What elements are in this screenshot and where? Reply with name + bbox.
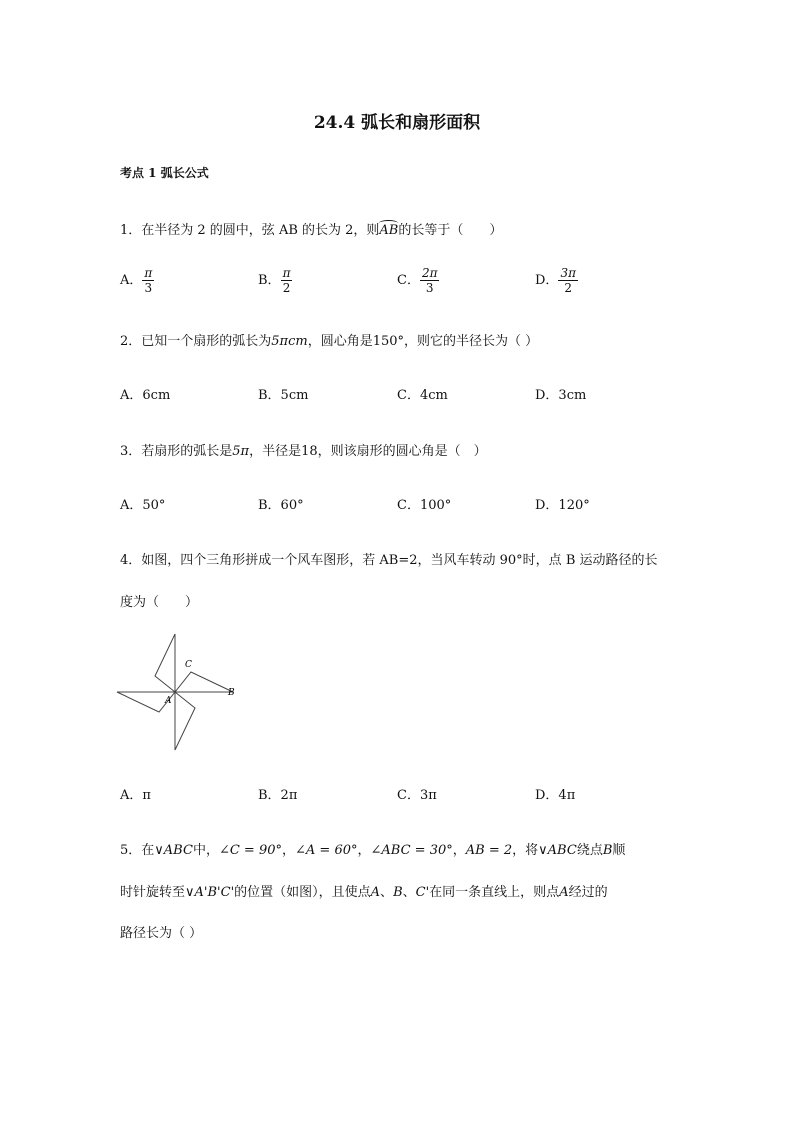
windmill-blade-down (175, 692, 195, 750)
windmill-blade-right (175, 672, 233, 692)
q4-option-d[interactable]: D．4π (535, 788, 576, 803)
question-2-stem: 2．已知一个扇形的弧长为5πcm，圆心角是150°，则它的半径长为（ ） (120, 334, 539, 349)
q1-stem-a: 1．在半径为 2 的圆中，弦 AB 的长为 2，则 (120, 223, 380, 238)
question-5-line-1: 5．在∨ABC中，∠C = 90°，∠A = 60°，∠ABC = 30°，AB = 2，将∨ABC绕点B顺 (120, 843, 626, 858)
q1-option-a[interactable]: A． $\frac{\pi}{3}$ (120, 266, 153, 295)
question-4-line-2: 度为（ ） (120, 595, 199, 610)
question-3-stem: 3．若扇形的弧长是5π，半径是18，则该扇形的圆心角是（ ） (120, 444, 487, 459)
point-label-a: A (165, 696, 172, 706)
q1-option-c[interactable]: C． $\frac{2\pi}{3}$ (397, 266, 438, 295)
fraction: $\frac{\pi}{2}$ (282, 266, 291, 295)
point-label-c: C (185, 660, 192, 670)
q4-option-a[interactable]: A．π (120, 788, 151, 803)
q3-option-b[interactable]: B．60° (258, 498, 304, 513)
windmill-figure (115, 632, 245, 754)
q3-option-a[interactable]: A．50° (120, 498, 166, 513)
fraction: $\frac{2\pi}{3}$ (421, 266, 438, 295)
q4-option-c[interactable]: C．3π (397, 788, 437, 803)
q1-option-d[interactable]: D． $\frac{3\pi}{2}$ (535, 266, 576, 295)
fraction: $\frac{\pi}{3}$ (144, 266, 153, 295)
q2-option-a[interactable]: A．6cm (120, 388, 171, 403)
q3-option-d[interactable]: D．120° (535, 498, 590, 513)
question-4-line-1: 4．如图，四个三角形拼成一个风车图形，若 AB=2，当风车转动 90°时，点 B 运动路径的长 (120, 553, 658, 568)
q1-arc-ab: AB (379, 223, 399, 238)
q2-option-d[interactable]: D．3cm (535, 388, 587, 403)
q1-stem-b: 的长等于（ ） (398, 223, 503, 238)
question-5-line-3: 路径长为（ ） (120, 926, 203, 941)
q2-option-b[interactable]: B．5cm (258, 388, 309, 403)
q2-arc-length: 5πcm (271, 334, 308, 349)
point-label-b: B (228, 688, 235, 698)
fraction: $\frac{3\pi}{2}$ (560, 266, 576, 295)
question-1-stem (120, 219, 502, 238)
q2-option-c[interactable]: C．4cm (397, 388, 448, 403)
q4-option-b[interactable]: B．2π (258, 788, 298, 803)
q1-option-b[interactable]: B． $\frac{\pi}{2}$ (258, 266, 291, 295)
question-5-line-2: 时针旋转至∨A'B'C'的位置（如图），且使点A、B、C'在同一条直线上，则点A经过的 (120, 885, 608, 900)
page-title: 24.4 弧长和扇形面积 (313, 113, 481, 133)
q3-arc-length: 5π (232, 444, 250, 459)
q3-option-c[interactable]: C．100° (397, 498, 452, 513)
windmill-blade-up (155, 634, 175, 692)
section-heading: 考点 1 弧长公式 (120, 166, 209, 180)
